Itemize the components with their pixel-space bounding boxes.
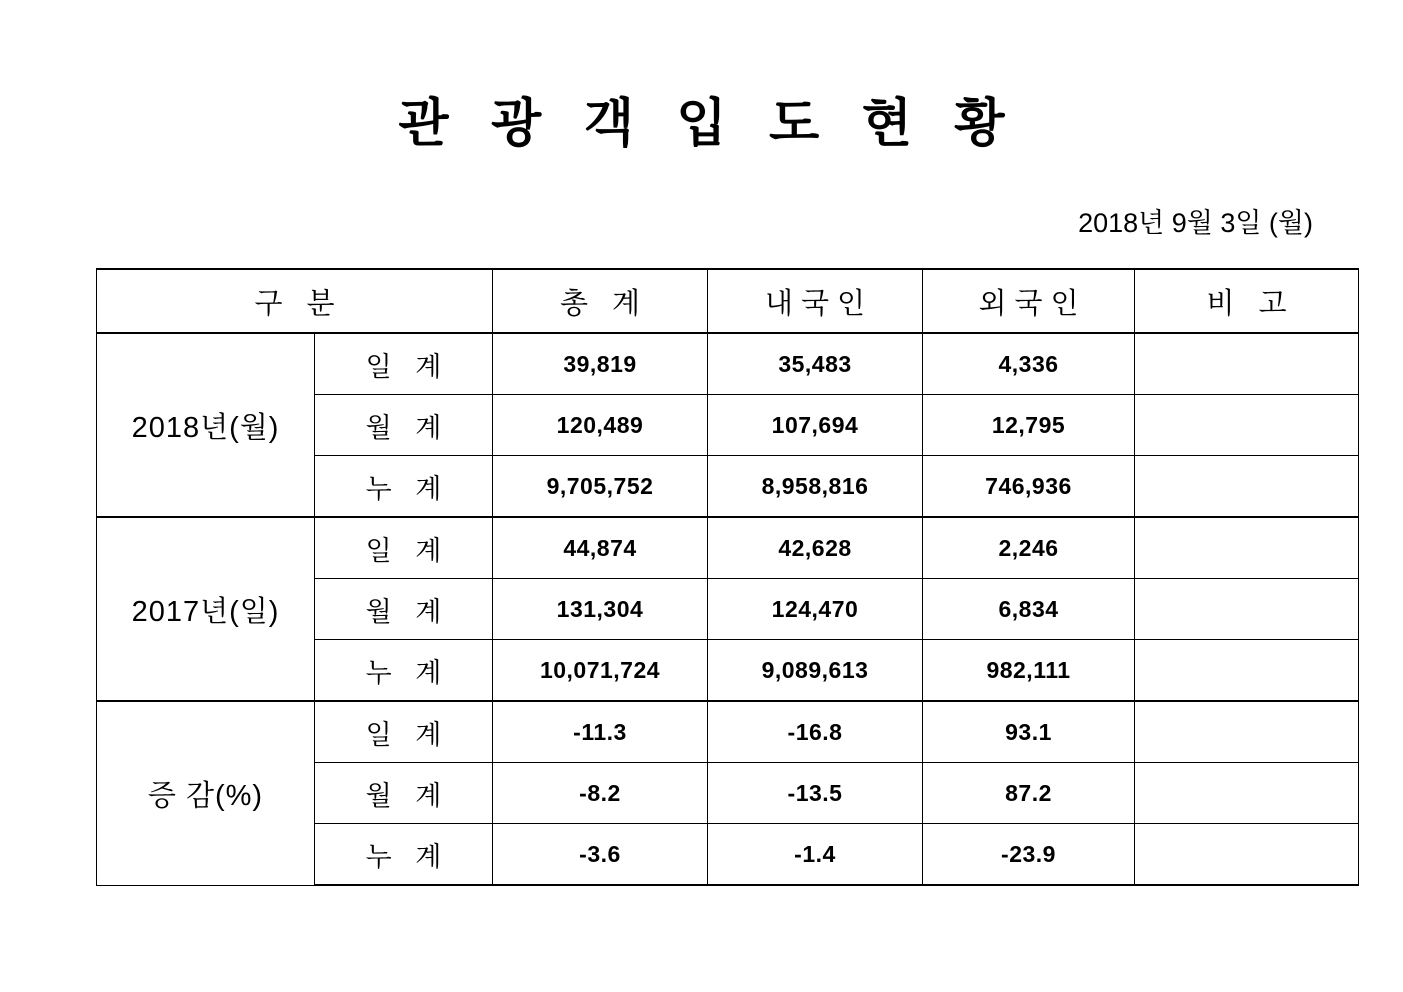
cell-foreign: 6,834 (923, 579, 1135, 640)
cell-domestic: -16.8 (708, 701, 923, 763)
row-sub-label: 누 계 (315, 640, 493, 702)
cell-foreign: 746,936 (923, 456, 1135, 518)
cell-foreign: 93.1 (923, 701, 1135, 763)
table-row (97, 517, 1359, 579)
cell-domestic: 107,694 (708, 395, 923, 456)
cell-note (1135, 395, 1359, 456)
column-header-foreign: 외국인 (923, 269, 1135, 333)
cell-note (1135, 579, 1359, 640)
cell-note (1135, 640, 1359, 702)
row-sub-label: 월 계 (315, 579, 493, 640)
cell-note (1135, 517, 1359, 579)
cell-note (1135, 333, 1359, 395)
cell-domestic: 8,958,816 (708, 456, 923, 518)
cell-total: 10,071,724 (493, 640, 708, 702)
table-row (97, 333, 1359, 395)
table-body (97, 333, 1359, 885)
column-header-domestic: 내국인 (708, 269, 923, 333)
row-group-label-change: 증 감(%) (97, 701, 315, 885)
column-header-division: 구 분 (97, 269, 493, 333)
cell-domestic: 124,470 (708, 579, 923, 640)
report-date: 2018년 9월 3일 (월) (1078, 208, 1313, 239)
row-group-label-2017: 2017년(일) (97, 517, 315, 701)
row-sub-label: 일 계 (315, 517, 493, 579)
row-sub-label: 누 계 (315, 824, 493, 886)
row-sub-label: 일 계 (315, 701, 493, 763)
cell-total: 9,705,752 (493, 456, 708, 518)
cell-total: -11.3 (493, 701, 708, 763)
cell-domestic: 9,089,613 (708, 640, 923, 702)
cell-domestic: 35,483 (708, 333, 923, 395)
row-sub-label: 월 계 (315, 763, 493, 824)
table-header (97, 269, 1359, 333)
row-group-label-2018: 2018년(월) (97, 333, 315, 517)
cell-total: 39,819 (493, 333, 708, 395)
table-container (0, 268, 1403, 886)
cell-note (1135, 824, 1359, 886)
table-row (97, 701, 1359, 763)
cell-note (1135, 456, 1359, 518)
cell-foreign: 2,246 (923, 517, 1135, 579)
column-header-total: 총 계 (493, 269, 708, 333)
cell-total: 131,304 (493, 579, 708, 640)
page-title: 관 광 객 입 도 현 황 (398, 95, 1019, 153)
cell-domestic: -1.4 (708, 824, 923, 886)
cell-domestic: -13.5 (708, 763, 923, 824)
cell-total: -3.6 (493, 824, 708, 886)
row-sub-label: 월 계 (315, 395, 493, 456)
column-header-note: 비 고 (1135, 269, 1359, 333)
cell-foreign: 982,111 (923, 640, 1135, 702)
cell-foreign: 4,336 (923, 333, 1135, 395)
cell-total: 120,489 (493, 395, 708, 456)
cell-total: 44,874 (493, 517, 708, 579)
table-header-row (97, 269, 1359, 333)
cell-foreign: -23.9 (923, 824, 1135, 886)
row-sub-label: 일 계 (315, 333, 493, 395)
tourist-arrival-table (96, 268, 1359, 886)
cell-note (1135, 763, 1359, 824)
cell-domestic: 42,628 (708, 517, 923, 579)
row-sub-label: 누 계 (315, 456, 493, 518)
cell-note (1135, 701, 1359, 763)
cell-foreign: 87.2 (923, 763, 1135, 824)
cell-foreign: 12,795 (923, 395, 1135, 456)
cell-total: -8.2 (493, 763, 708, 824)
